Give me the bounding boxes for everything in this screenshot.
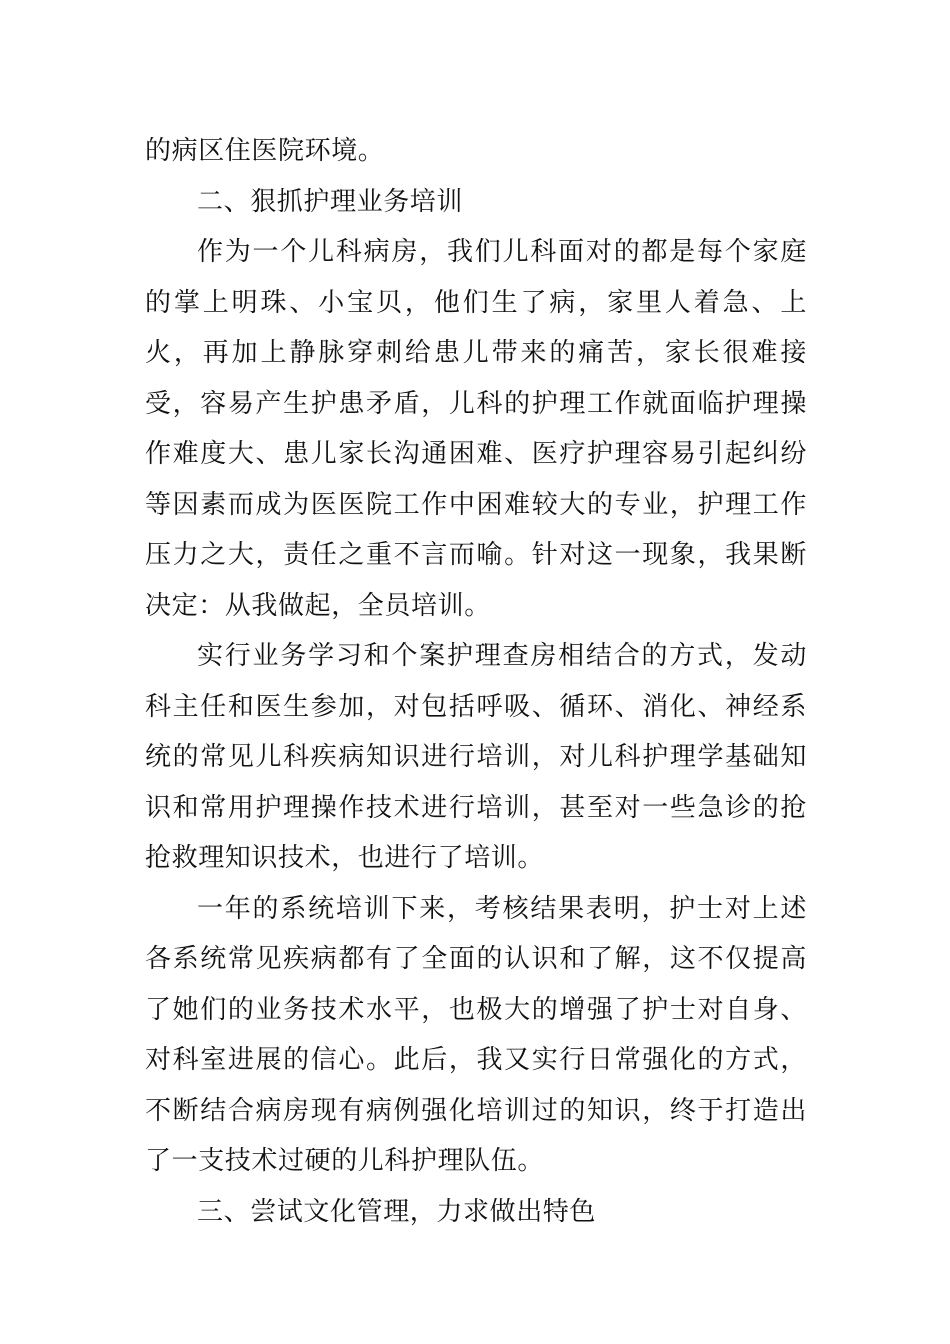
paragraph-body: 一年的系统培训下来，考核结果表明，护士对上述各系统常见疾病都有了全面的认识和了解，这不仅提高了她们的业务技术水平，也极大的增强了护士对自身、对科室进展的信心。此后，我又实行日常强化的方式，不断结合病房现有病例强化培训过的知识，终于打造出了一支技术过硬的儿科护理队伍。: [145, 893, 807, 1176]
paragraph-body: 实行业务学习和个案护理查房相结合的方式，发动科主任和医生参加，对包括呼吸、循环、消化、神经系统的常见儿科疾病知识进行培训，对儿科护理学基础知识和常用护理操作技术进行培训，甚至对一些急诊的抢抢救理知识技术，也进行了培训。: [145, 641, 807, 873]
section-heading-2: 二、狠抓护理业务培训: [197, 186, 464, 217]
document-body: [145, 126, 807, 1237]
paragraph-body: 作为一个儿科病房，我们儿科面对的都是每个家庭的掌上明珠、小宝贝，他们生了病，家里人着急、上火，再加上静脉穿刺给患儿带来的痛苦，家长很难接受，容易产生护患矛盾，儿科的护理工作就面临护理操作难度大、患儿家长沟通困难、医疗护理容易引起纠纷等因素而成为医医院工作中困难较大的专业，护理工作压力之大，责任之重不言而喻。针对这一现象，我果断决定：从我做起，全员培训。: [145, 237, 807, 621]
paragraph-continuation: 的病区住医院环境。: [145, 136, 385, 166]
section-heading-3: 三、尝试文化管理，力求做出特色: [197, 1196, 597, 1227]
